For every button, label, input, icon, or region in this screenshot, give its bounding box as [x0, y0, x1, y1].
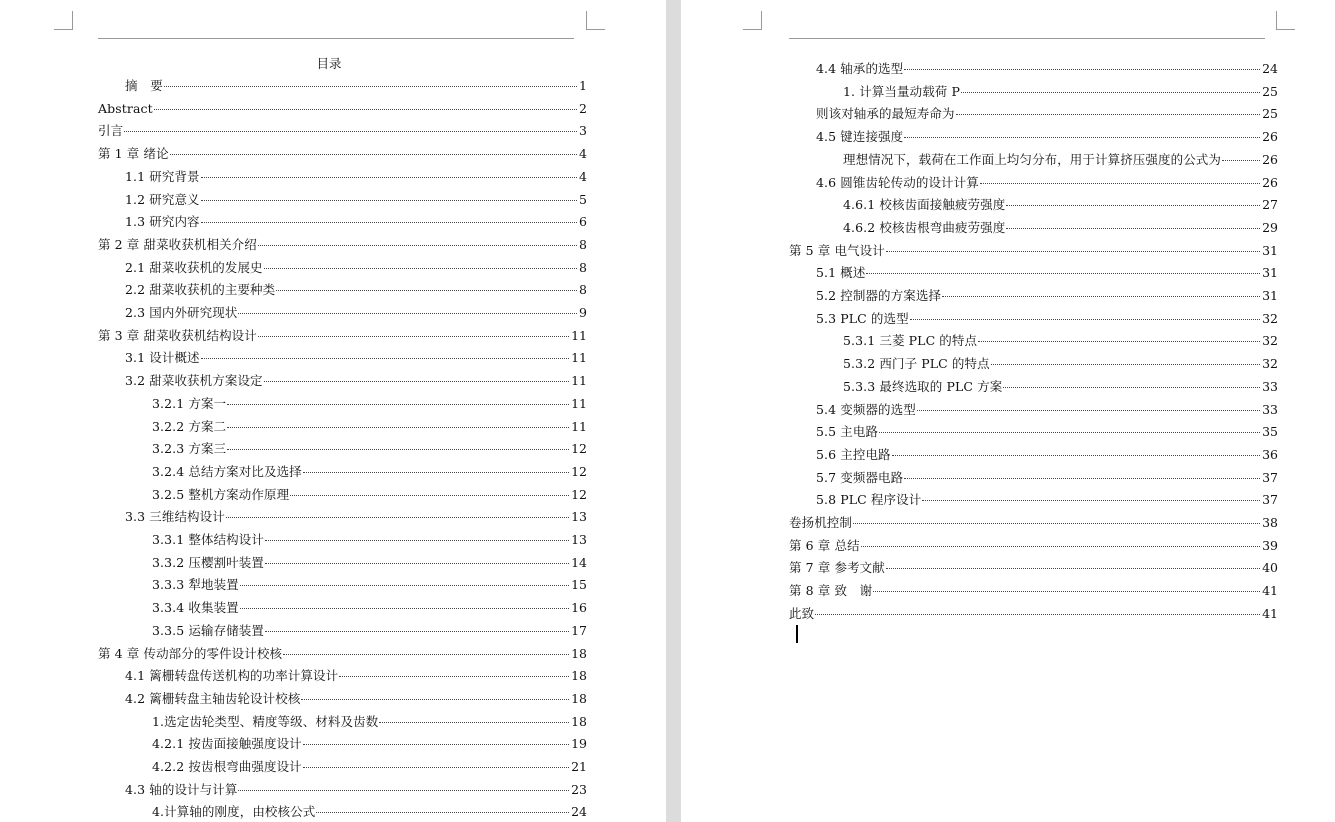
toc-dot-leader — [227, 449, 569, 450]
toc-entry[interactable] — [816, 310, 1278, 328]
header-rule — [789, 38, 1265, 39]
toc-dot-leader — [861, 546, 1260, 547]
toc-dot-leader — [303, 472, 569, 473]
toc-entry[interactable] — [152, 395, 587, 413]
toc-page-number: 13 — [571, 532, 587, 547]
toc-page-number: 11 — [571, 350, 587, 366]
toc-page-number: 26 — [1262, 129, 1278, 145]
toc-entry-text: 1.1 研究背景 — [125, 168, 200, 184]
toc-page-number: 17 — [571, 622, 587, 638]
toc-entry[interactable] — [152, 758, 587, 776]
toc-page-number: 39 — [1262, 537, 1278, 553]
toc-entry-text: 则该对轴承的最短寿命为 — [816, 106, 955, 122]
toc-page-number: 41 — [1262, 605, 1278, 621]
toc-entry-text: 3.2.1 方案一 — [152, 395, 227, 411]
page-corner-mark — [54, 11, 73, 30]
toc-page-number: 5 — [579, 191, 587, 207]
toc-dot-leader — [265, 540, 569, 541]
toc-entry[interactable] — [125, 77, 587, 95]
toc-entry-text: 5.6 主控电路 — [816, 446, 891, 462]
toc-entry-text: 4.5 键连接强度 — [816, 129, 904, 145]
toc-page-number: 19 — [571, 736, 587, 752]
toc-page-number: 32 — [1262, 310, 1278, 326]
toc-page-number: 12 — [571, 486, 587, 502]
toc-page-number: 36 — [1262, 446, 1278, 462]
toc-dot-leader — [264, 381, 569, 382]
toc-page-number: 33 — [1262, 378, 1278, 394]
toc-page-number: 40 — [1262, 560, 1278, 576]
toc-page-number: 18 — [571, 690, 587, 706]
toc-dot-leader — [226, 517, 569, 518]
toc-page-number: 12 — [571, 463, 587, 479]
toc-entry-text: 5.3.2 西门子 PLC 的特点 — [843, 356, 990, 372]
toc-dot-leader — [873, 591, 1260, 592]
toc-list-right — [789, 60, 1278, 640]
document-page-left[interactable] — [0, 0, 666, 822]
toc-entry-text: 5.4 变频器的选型 — [816, 401, 916, 417]
toc-entry[interactable] — [152, 576, 587, 594]
toc-entry-text: 4.2 篱栅转盘主轴齿轮设计校核 — [125, 690, 301, 706]
toc-dot-leader — [886, 568, 1260, 569]
toc-dot-leader — [303, 767, 569, 768]
toc-entry[interactable] — [152, 554, 587, 572]
toc-dot-leader — [866, 273, 1260, 274]
toc-page-number: 6 — [579, 214, 587, 230]
toc-page-number: 18 — [571, 668, 587, 684]
toc-entry[interactable] — [98, 236, 587, 254]
toc-page-number: 29 — [1262, 219, 1278, 235]
toc-entry[interactable] — [152, 622, 587, 640]
toc-entry[interactable] — [125, 690, 587, 708]
toc-entry-text: 3.3.3 犁地装置 — [152, 577, 239, 593]
toc-dot-leader — [991, 364, 1260, 365]
toc-entry[interactable] — [816, 287, 1278, 305]
toc-page-number: 35 — [1262, 424, 1278, 440]
toc-dot-leader — [379, 722, 569, 723]
toc-title: 目录 — [316, 56, 342, 71]
toc-dot-leader — [264, 268, 577, 269]
toc-entry-text: 4.6 圆锥齿轮传动的设计计算 — [816, 174, 979, 190]
toc-entry[interactable] — [789, 582, 1278, 600]
toc-dot-leader — [240, 585, 569, 586]
toc-dot-leader — [290, 495, 569, 496]
toc-entry-text: 3.2 甜菜收获机方案设定 — [125, 373, 263, 389]
toc-dot-leader — [164, 86, 577, 87]
toc-entry[interactable] — [98, 327, 587, 345]
toc-entry[interactable] — [816, 401, 1278, 419]
toc-dot-leader — [154, 109, 577, 110]
toc-entry-text: 第 8 章 致 谢 — [789, 583, 873, 599]
toc-page-number: 26 — [1262, 151, 1278, 167]
toc-dot-leader — [956, 114, 1260, 115]
toc-entry-text: 5.7 变频器电路 — [816, 469, 904, 485]
toc-dot-leader — [201, 358, 569, 359]
toc-entry[interactable] — [152, 418, 587, 436]
toc-dot-leader — [283, 654, 569, 655]
toc-entry[interactable] — [98, 145, 587, 163]
toc-page-number: 2 — [579, 100, 587, 116]
toc-dot-leader — [301, 699, 569, 700]
toc-entry[interactable] — [98, 645, 587, 663]
toc-entry[interactable] — [152, 599, 587, 617]
text-cursor — [796, 625, 798, 643]
toc-page-number: 9 — [579, 305, 587, 320]
toc-entry[interactable] — [125, 281, 587, 299]
toc-page-number: 18 — [571, 645, 587, 661]
toc-dot-leader — [910, 319, 1260, 320]
toc-entry-text: 4.计算轴的刚度，由校核公式 — [152, 804, 316, 820]
toc-dot-leader — [980, 183, 1260, 184]
toc-page-number: 33 — [1262, 401, 1278, 417]
toc-entry[interactable] — [152, 803, 587, 821]
toc-dot-leader — [1006, 205, 1260, 206]
toc-entry-text: 4.6.1 校核齿面接触疲劳强度 — [843, 197, 1006, 213]
toc-entry[interactable] — [125, 304, 587, 322]
toc-entry[interactable] — [789, 537, 1278, 555]
toc-page-number: 8 — [579, 282, 587, 298]
toc-dot-leader — [961, 92, 1260, 93]
toc-entry[interactable] — [816, 174, 1278, 192]
toc-dot-leader — [339, 676, 569, 677]
toc-page-number: 32 — [1262, 333, 1278, 349]
toc-entry-text: 5.1 概述 — [816, 265, 866, 281]
toc-dot-leader — [265, 631, 569, 632]
toc-entry[interactable] — [125, 259, 587, 277]
toc-entry-text: 4.1 篱栅转盘传送机构的功率计算设计 — [125, 668, 339, 684]
page-corner-mark — [1276, 11, 1295, 30]
toc-entry[interactable] — [125, 168, 587, 186]
toc-entry[interactable] — [125, 349, 587, 367]
toc-entry-text: 引言 — [98, 123, 124, 139]
toc-entry[interactable] — [789, 605, 1278, 623]
page-corner-mark — [743, 11, 762, 30]
toc-entry-text: 1. 计算当量动载荷 P — [843, 83, 960, 99]
toc-page-number: 23 — [571, 781, 587, 797]
toc-page-number: 27 — [1262, 197, 1278, 213]
toc-entry[interactable] — [843, 196, 1278, 214]
toc-dot-leader — [201, 222, 577, 223]
toc-dot-leader — [904, 69, 1260, 70]
toc-entry[interactable] — [152, 713, 587, 731]
toc-dot-leader — [978, 341, 1260, 342]
toc-entry[interactable] — [152, 531, 587, 549]
toc-dot-leader — [1222, 160, 1260, 161]
toc-entry-text: 摘 要 — [125, 78, 163, 93]
toc-entry-text: 第 4 章 传动部分的零件设计校核 — [98, 645, 283, 661]
toc-entry-text: 4.4 轴承的选型 — [816, 61, 904, 76]
toc-entry-text: 理想情况下，载荷在工作面上均匀分布，用于计算挤压强度的公式为 — [843, 151, 1222, 167]
toc-dot-leader — [922, 500, 1260, 501]
toc-entry-text: 3.3.1 整体结构设计 — [152, 532, 264, 547]
toc-entry-text: 此致 — [789, 605, 815, 621]
toc-dot-leader — [879, 432, 1260, 433]
toc-dot-leader — [238, 313, 577, 314]
header-rule — [98, 38, 574, 39]
toc-entry-text: 3.2.2 方案二 — [152, 418, 227, 434]
toc-entry-text: 5.3 PLC 的选型 — [816, 310, 909, 326]
toc-entry[interactable] — [125, 508, 587, 526]
toc-entry-text: 4.2.2 按齿根弯曲强度设计 — [152, 759, 302, 774]
toc-page-number: 8 — [579, 236, 587, 252]
toc-page-number: 26 — [1262, 174, 1278, 190]
toc-dot-leader — [201, 177, 577, 178]
toc-entry[interactable] — [98, 122, 587, 140]
toc-dot-leader — [892, 455, 1260, 456]
toc-entry-text: 1.选定齿轮类型、精度等级、材料及齿数 — [152, 713, 379, 729]
toc-page-number: 11 — [571, 395, 587, 411]
toc-entry[interactable] — [816, 105, 1278, 123]
toc-page-number: 25 — [1262, 106, 1278, 122]
toc-entry-text: 1.2 研究意义 — [125, 191, 200, 207]
toc-entry[interactable] — [125, 667, 587, 685]
toc-entry-text: 4.6.2 校核齿根弯曲疲劳强度 — [843, 219, 1006, 235]
toc-page-number: 18 — [571, 713, 587, 729]
toc-entry[interactable] — [816, 446, 1278, 464]
toc-dot-leader — [276, 290, 577, 291]
toc-entry[interactable] — [789, 514, 1278, 532]
toc-page-number: 4 — [579, 168, 587, 184]
toc-entry-text: 3.3.2 压樱割叶装置 — [152, 554, 264, 570]
toc-entry[interactable] — [843, 219, 1278, 237]
toc-entry[interactable] — [843, 332, 1278, 350]
toc-entry[interactable] — [816, 60, 1278, 78]
toc-entry[interactable] — [816, 128, 1278, 146]
toc-page-number: 38 — [1262, 515, 1278, 530]
toc-page-number: 15 — [571, 577, 587, 593]
toc-entry-text: 卷扬机控制 — [789, 515, 853, 530]
toc-dot-leader — [227, 404, 569, 405]
toc-entry-text: 3.2.4 总结方案对比及选择 — [152, 463, 302, 479]
toc-page-number: 8 — [579, 259, 587, 275]
toc-entry-text: 4.2.1 按齿面接触强度设计 — [152, 736, 302, 752]
toc-entry[interactable] — [125, 191, 587, 209]
page-gap — [666, 0, 681, 822]
toc-entry-text: 第 3 章 甜菜收获机结构设计 — [98, 327, 257, 343]
toc-entry[interactable] — [152, 463, 587, 481]
toc-page-number: 24 — [571, 804, 587, 820]
toc-entry[interactable] — [789, 242, 1278, 260]
toc-entry[interactable] — [152, 440, 587, 458]
toc-entry[interactable] — [843, 83, 1278, 101]
toc-page-number: 21 — [571, 759, 587, 774]
toc-page-number: 32 — [1262, 356, 1278, 372]
toc-dot-leader — [258, 336, 569, 337]
toc-entry-text: 1.3 研究内容 — [125, 214, 200, 230]
toc-entry-text: 3.2.3 方案三 — [152, 441, 227, 457]
toc-entry-text: 第 2 章 甜菜收获机相关介绍 — [98, 236, 257, 252]
toc-entry[interactable] — [816, 469, 1278, 487]
toc-dot-leader — [258, 245, 577, 246]
toc-dot-leader — [240, 608, 569, 609]
toc-page-number: 11 — [571, 418, 587, 434]
toc-entry[interactable] — [125, 372, 587, 390]
toc-entry-text: 2.2 甜菜收获机的主要种类 — [125, 282, 276, 298]
toc-entry-text: 第 1 章 绪论 — [98, 146, 169, 162]
toc-entry-text: 3.3.4 收集装置 — [152, 600, 239, 616]
toc-page-number: 14 — [571, 554, 587, 570]
toc-entry[interactable] — [152, 486, 587, 504]
page-corner-mark — [586, 11, 605, 30]
toc-dot-leader — [238, 790, 569, 791]
toc-page-number: 4 — [579, 146, 587, 162]
toc-dot-leader — [201, 200, 577, 201]
toc-dot-leader — [227, 427, 569, 428]
toc-entry[interactable] — [816, 423, 1278, 441]
toc-dot-leader — [1003, 387, 1260, 388]
toc-page-number: 31 — [1262, 288, 1278, 303]
toc-page-number: 24 — [1262, 61, 1278, 76]
toc-page-number: 12 — [571, 441, 587, 457]
toc-entry[interactable] — [816, 264, 1278, 282]
toc-entry[interactable] — [152, 735, 587, 753]
toc-page-number: 25 — [1262, 83, 1278, 99]
toc-entry-text: 3.1 设计概述 — [125, 350, 200, 366]
toc-page-number: 41 — [1262, 583, 1278, 599]
document-page-right[interactable] — [681, 0, 1335, 822]
toc-dot-leader — [815, 614, 1260, 615]
toc-entry-text: 2.1 甜菜收获机的发展史 — [125, 259, 263, 275]
toc-dot-leader — [853, 523, 1260, 524]
toc-dot-leader — [170, 154, 577, 155]
toc-page-number: 1 — [579, 78, 587, 93]
toc-dot-leader — [1006, 228, 1260, 229]
toc-dot-leader — [917, 410, 1260, 411]
toc-entry[interactable] — [816, 491, 1278, 509]
toc-page-number: 31 — [1262, 265, 1278, 281]
toc-entry-text: 2.3 国内外研究现状 — [125, 305, 238, 320]
toc-dot-leader — [904, 137, 1260, 138]
toc-entry[interactable] — [843, 378, 1278, 396]
toc-list-left — [98, 77, 587, 822]
toc-entry[interactable] — [789, 559, 1278, 577]
toc-dot-leader — [303, 744, 569, 745]
toc-page-number: 31 — [1262, 242, 1278, 258]
toc-page-number: 13 — [571, 509, 587, 525]
toc-entry-text: 3.3.5 运输存储装置 — [152, 622, 264, 638]
toc-dot-leader — [886, 251, 1260, 252]
toc-entry-text: 5.5 主电路 — [816, 424, 879, 440]
toc-entry-text: 3.2.5 整机方案动作原理 — [152, 486, 290, 502]
toc-entry-text: 4.3 轴的设计与计算 — [125, 781, 238, 797]
toc-entry-text: 第 6 章 总结 — [789, 537, 860, 553]
toc-entry[interactable] — [98, 100, 587, 118]
toc-page-number: 16 — [571, 600, 587, 616]
toc-entry-text: 第 7 章 参考文献 — [789, 560, 885, 576]
toc-entry[interactable] — [843, 355, 1278, 373]
toc-page-number: 11 — [571, 327, 587, 343]
toc-page-number: 37 — [1262, 492, 1278, 508]
toc-dot-leader — [124, 131, 577, 132]
toc-dot-leader — [942, 296, 1260, 297]
toc-page-number: 11 — [571, 373, 587, 389]
toc-entry-text: 第 5 章 电气设计 — [789, 242, 885, 258]
toc-entry[interactable] — [843, 151, 1278, 169]
toc-entry-text: 5.8 PLC 程序设计 — [816, 492, 922, 508]
toc-page-number: 3 — [579, 123, 587, 139]
toc-dot-leader — [265, 563, 569, 564]
toc-entry-text: Abstract — [98, 100, 153, 116]
toc-dot-leader — [904, 478, 1260, 479]
toc-entry-text: 3.3 三维结构设计 — [125, 509, 225, 525]
toc-entry-text: 5.2 控制器的方案选择 — [816, 288, 942, 303]
toc-entry-text: 5.3.1 三菱 PLC 的特点 — [843, 333, 978, 349]
toc-entry[interactable] — [125, 781, 587, 799]
toc-entry-text: 5.3.3 最终选取的 PLC 方案 — [843, 378, 1003, 394]
toc-dot-leader — [316, 812, 569, 813]
toc-entry[interactable] — [125, 213, 587, 231]
toc-page-number: 37 — [1262, 469, 1278, 485]
